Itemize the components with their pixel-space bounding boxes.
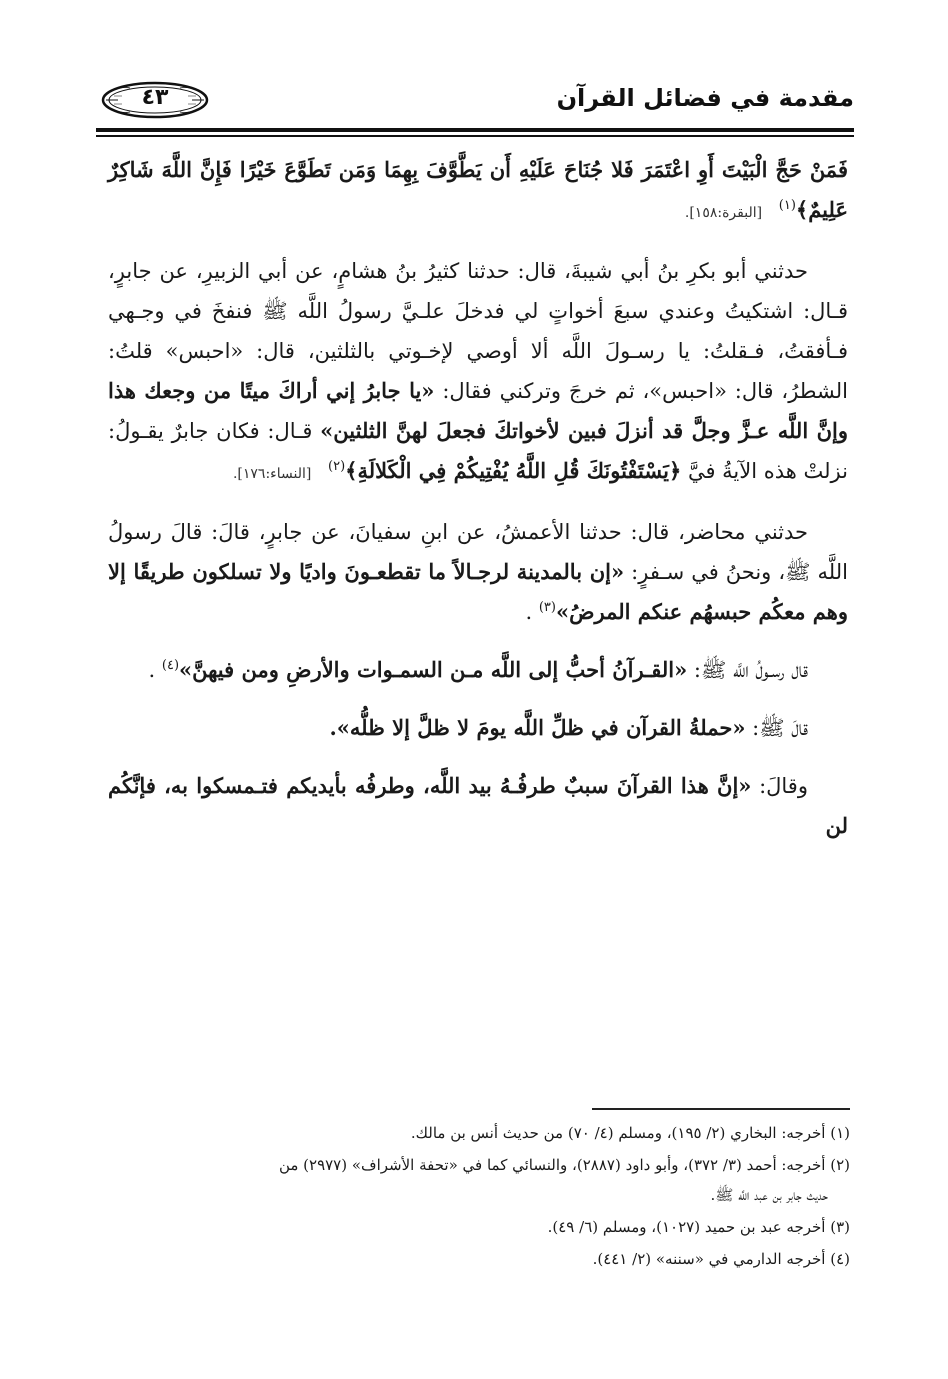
footnote [108, 1118, 850, 1148]
paragraph-hadith-3: قال رسـولُ اللَّه ﷺ: «القـرآنُ أحبُّ إلى اللَّه مـن السمـوات والأرضِ ومن فيهنَّ»$^{(٤)}$ . [148, 657, 808, 682]
narration-text: حدثني أبو بكرِ بنُ أبي شيبةَ، قال: حدثنا كثيرُ بنُ هشامٍ، عن أبي الزبيرِ، عن جابرٍ، قـال: اشتكيتُ وعندي سبعَ أخواتٍ لي فدخلَ علـيَّ رسولُ اللَّه ﷺ فنفخَ في وجـهي فـأفقتُ، فـقلتُ: يا رسـولَ اللَّه ألا أوصي لإخـوتي بالثلثين، قال: «احبس» قلتُ: الشطرُ، قال: «احبس»، ثم خرجَ وتركني فقال: [108, 259, 848, 403]
paragraph-hadith-1 [108, 251, 848, 494]
narration-text: قال رسـولُ اللَّه ﷺ: [693, 658, 808, 682]
running-title: مقدمة في فضائل القرآن [556, 84, 854, 112]
footnote-marker: (٤) [161, 658, 180, 673]
page-number: ٤٣ [141, 85, 169, 110]
footnote-text: (٢) أخرجه: أحمد (٣/ ٣٧٢)، وأبو داود (٢٨٨٧)، والنسائي كما في «تحفة الأشراف» (٢٩٧٧) من [278, 1156, 850, 1174]
hadith-quote: «حملةُ القرآن في ظلِّ اللَّه يومَ لا ظلَّ إلا ظلُّه». [329, 715, 746, 740]
hadith-quote: «القـرآنُ أحبُّ إلى اللَّه مـن السمـوات والأرضِ ومن فيهنَّ» [179, 657, 688, 682]
narration-text: قالَ ﷺ: [752, 716, 808, 740]
paragraph-hadith-4 [108, 708, 848, 748]
main-text [108, 150, 848, 864]
footnote-marker: (٣) [538, 600, 556, 615]
header-divider [96, 128, 854, 138]
verse-reference: [البقرة:١٥٨]. [684, 205, 763, 221]
footnote-marker: (٢) [328, 459, 346, 474]
footnote-text: (١) أخرجه: البخاري (٢/ ١٩٥)، ومسلم (٤/ ٧٠) من حديث أنس بن مالك. [410, 1124, 850, 1142]
footnote [108, 1244, 850, 1274]
footnote-text: (٣) أخرجه عبد بن حميد (١٠٢٧)، ومسلم (٦/ ٤٩). [547, 1218, 850, 1236]
hadith-quote: «إن بالمدينة لرجـالاً ما تقطعـونَ واديًا ولا تسلكون طريقًا إلا وهم معكُم حبسهُم عنكم المرضُ» [108, 559, 848, 624]
footnote-text: (٤) أخرجه الدارمي في «سننه» (٢/ ٤٤١). [592, 1250, 850, 1268]
footnote [108, 1212, 850, 1242]
page-header [96, 78, 854, 126]
hadith-quote: «إنَّ هذا القرآنَ سببٌ طرفُـهُ بيد اللَّه، وطرفُه بأيديكم فتـمسكوا به، فإنَّكُم لن [108, 773, 848, 838]
paragraph-verse [108, 150, 848, 233]
narration-text-2: قـال: فكان جابرٌ يقـولُ: نزلتْ هذه الآيةُ فيَّ [108, 419, 848, 483]
hadith-quote: «يا جابرُ إني أراكَ ميتًا من وجعك هذا وإنَّ اللَّه عـزَّ وجلَّ قد أنزلَ فبين لأخواتكَ فجعلَ لهنَّ الثلثين» [108, 378, 848, 443]
page-number-badge [100, 80, 210, 120]
narration-text: وقالَ: [759, 774, 808, 798]
verse-reference: [النساء:١٧٦]. [232, 466, 312, 482]
quran-verse: فَمَنْ حَجَّ الْبَيْتَ أَوِ اعْتَمَرَ فَلا جُنَاحَ عَلَيْهِ أَن يَطَّوَّفَ بِهِمَا وَمَن تَطَوَّعَ خَيْرًا فَإِنَّ اللَّهَ شَاكِرٌ عَلِيمٌ﴾ [108, 157, 848, 222]
footnote [108, 1150, 850, 1210]
footnote-continuation: حديث جابر بن عبد اللَّه ﷺ. [710, 1186, 828, 1204]
footnote-marker: (١) [778, 198, 796, 213]
narration-text: حدثني محاضر، قال: حدثنا الأعمشُ، عن ابنِ سفيانَ، عن جابرٍ، قالَ: قالَ رسولُ اللَّه ﷺ، ونحنُ في سـفرٍ: [108, 520, 848, 584]
paragraph-hadith-5 [108, 766, 848, 846]
footnotes [108, 1118, 850, 1276]
paragraph-hadith-2: حدثني محاضر، قال: حدثنا الأعمشُ، عن ابنِ سفيانَ، عن جابرٍ، قالَ: قالَ رسولُ اللَّه ﷺ، ونحنُ في سـفرٍ: «إن بالمدينة لرجـالاً ما تقطعـونَ واديًا ولا تسلكون طريقًا إلا وهم معكُم حبسهُم عنكم المرضُ»$^{(٣)}$ . [108, 520, 848, 624]
quran-verse: ﴿يَسْتَفْتُونَكَ قُلِ اللَّهُ يُفْتِيكُمْ فِي الْكَلالَةِ﴾ [345, 458, 682, 483]
footnote-divider [592, 1108, 850, 1110]
